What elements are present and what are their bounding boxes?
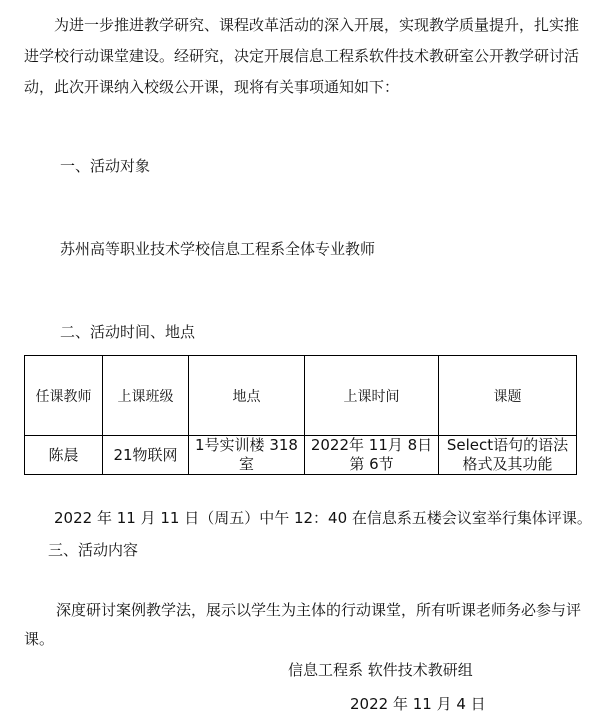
cell-location: 1号实训楼 318 室 bbox=[189, 436, 305, 475]
content-paragraph: 深度研讨案例教学法，展示以学生为主体的行动课堂，所有听课老师务必参与评课。 bbox=[24, 601, 582, 648]
targets-text: 苏州高等职业技术学校信息工程系全体专业教师 bbox=[60, 240, 376, 258]
intro-paragraph: 为进一步推进教学研究、课程改革活动的深入开展，实现教学质量提升，扎实推进学校行动课堂建设。经研究，决定开展信息工程系软件技术教研室公开教学研讨活动，此次开课纳入校级公开课，现将有关事项通知如下： bbox=[24, 16, 580, 96]
header-teacher: 任课教师 bbox=[25, 356, 103, 436]
section-heading-content: 三、活动内容 bbox=[48, 541, 139, 559]
header-class: 上课班级 bbox=[103, 356, 189, 436]
signature-date: 2022 年 11 月 4 日 bbox=[350, 695, 486, 713]
cell-class: 21物联网 bbox=[103, 436, 189, 475]
review-note: 2022 年 11 月 11 日（周五）中午 12：40 在信息系五楼会议室举行集体评课。 bbox=[54, 509, 592, 527]
cell-teacher: 陈晨 bbox=[25, 436, 103, 475]
header-topic: 课题 bbox=[439, 356, 577, 436]
cell-topic: Select语句的语法格式及其功能 bbox=[439, 436, 577, 475]
schedule-table bbox=[24, 355, 577, 475]
signature-org: 信息工程系 软件技术教研组 bbox=[288, 661, 473, 679]
cell-time: 2022年 11月 8日第 6节 bbox=[305, 436, 439, 475]
header-location: 地点 bbox=[189, 356, 305, 436]
header-time: 上课时间 bbox=[305, 356, 439, 436]
table-row bbox=[25, 436, 577, 475]
table-header-row bbox=[25, 356, 577, 436]
section-heading-time-place: 二、活动时间、地点 bbox=[60, 323, 196, 341]
section-heading-targets: 一、活动对象 bbox=[60, 157, 151, 175]
